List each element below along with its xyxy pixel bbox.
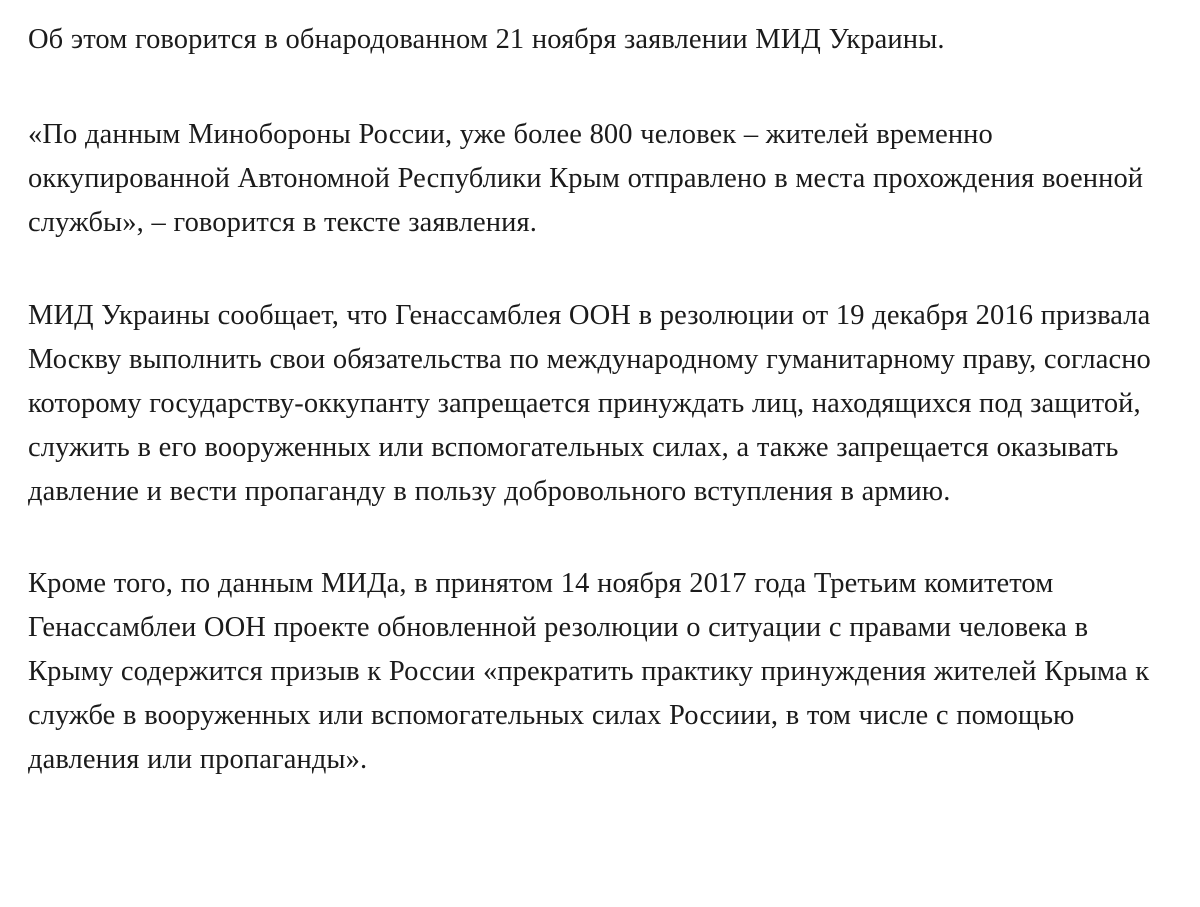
article-paragraph-2: «По данным Минобороны России, уже более 800 человек – жителей временно оккупированной Автономной Республики Крым отправлено в места прохождения военной службы», – говорится в тексте заявления. xyxy=(28,119,1151,238)
article-paragraph-1: Об этом говорится в обнародованном 21 ноября заявлении МИД Украины. xyxy=(28,24,945,55)
article-paragraph-3: МИД Украины сообщает, что Генассамблея ООН в резолюции от 19 декабря 2016 призвала Москву выполнить свои обязательства по международному гуманитарному праву, согласно которому государству-оккупанту запрещается принуждать лиц, находящихся под защитой, служить в его вооруженных или вспомогательных силах, а также запрещается оказывать давление и вести пропаганду в пользу добровольного вступления в армию. xyxy=(28,300,1159,507)
article-paragraph-4: Кроме того, по данным МИДа, в принятом 14 ноября 2017 года Третьим комитетом Генассамблеи ООН проекте обновленной резолюции о ситуации с правами человека в Крыму содержится призыв к России «прекратить практику принуждения жителей Крыма к службе в вооруженных или вспомогательных силах Россиии, в том числе с помощью давления или пропаганды». xyxy=(28,568,1157,775)
